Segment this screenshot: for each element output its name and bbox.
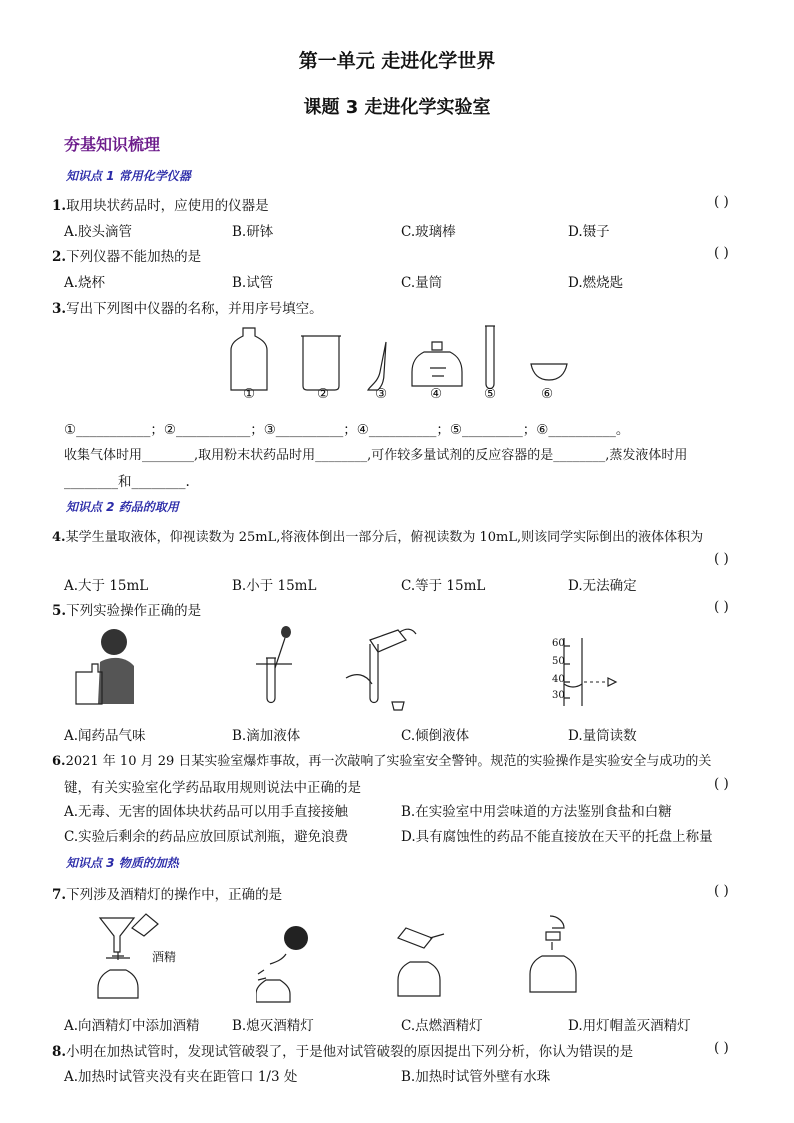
question-stem: 小明在加热试管时，发现试管破裂了，于是他对试管破裂的原因提出下列分析，你认为错误的是 bbox=[66, 1044, 634, 1060]
blow-out-figure bbox=[256, 914, 326, 1004]
test-tube-icon bbox=[485, 326, 495, 389]
tick-label-30: 30 bbox=[552, 690, 565, 701]
question-3 bbox=[52, 297, 323, 317]
answer-paren[interactable]: ( ) bbox=[714, 194, 729, 210]
question-stem: 2021 年 10 月 29 日某实验室爆炸事故，再一次敲响了实验室安全警钟。规范的实验操作是实验安全与成功的关 bbox=[65, 754, 712, 769]
evaporating-dish-icon bbox=[531, 364, 567, 380]
option-b[interactable]: B.熄灭酒精灯 bbox=[232, 1018, 314, 1034]
figure-label-3: ③ bbox=[375, 386, 388, 402]
lesson-title: 课题 3 走进化学实验室 bbox=[303, 97, 491, 118]
option-a[interactable]: A.闻药品气味 bbox=[64, 728, 146, 744]
answer-paren[interactable]: ( ) bbox=[714, 599, 729, 615]
question-stem-2: 键，有关实验室化学药品取用规则说法中正确的是 bbox=[64, 780, 361, 796]
question-stem: 下列仪器不能加热的是 bbox=[66, 249, 202, 265]
option-b[interactable]: B.研钵 bbox=[232, 224, 274, 240]
question-number: 5. bbox=[52, 603, 67, 619]
question-number: 4. bbox=[52, 530, 66, 545]
option-d[interactable]: D.用灯帽盖灭酒精灯 bbox=[568, 1018, 691, 1034]
question-number: 3. bbox=[52, 301, 67, 317]
option-b[interactable]: B.在实验室中用尝味道的方法鉴别食盐和白糖 bbox=[401, 804, 672, 820]
option-c[interactable]: C.实验后剩余的药品应放回原试剂瓶，避免浪费 bbox=[64, 829, 349, 845]
pour-figure bbox=[340, 622, 420, 712]
option-b[interactable]: B.滴加液体 bbox=[232, 728, 301, 744]
answer-paren[interactable]: ( ) bbox=[714, 551, 729, 567]
answer-paren[interactable]: ( ) bbox=[714, 883, 729, 899]
alcohol-label: 酒精 bbox=[152, 950, 177, 964]
beaker-icon bbox=[301, 336, 341, 390]
question-stem: 某学生量取液体，仰视读数为 25mL,将液体倒出一部分后，俯视读数为 10mL,则该同学实际倒出的液体体积为 bbox=[65, 530, 704, 545]
cap-lamp-figure bbox=[520, 912, 590, 1004]
question-number: 7. bbox=[52, 887, 67, 903]
question-number: 2. bbox=[52, 249, 67, 265]
question-7 bbox=[52, 883, 282, 903]
option-d[interactable]: D.具有腐蚀性的药品不能直接放在天平的托盘上称量 bbox=[401, 829, 713, 845]
tick-label-50: 50 bbox=[552, 656, 565, 667]
option-a[interactable]: A.大于 15mL bbox=[64, 578, 149, 594]
unit-title: 第一单元 走进化学世界 bbox=[298, 50, 496, 72]
tick-label-40: 40 bbox=[552, 674, 565, 685]
question-8 bbox=[52, 1040, 633, 1060]
figure-label-2: ② bbox=[317, 386, 330, 402]
spoon-icon bbox=[368, 342, 386, 390]
option-b[interactable]: B.试管 bbox=[232, 275, 274, 291]
option-c[interactable]: C.点燃酒精灯 bbox=[401, 1018, 483, 1034]
option-c[interactable]: C.等于 15mL bbox=[401, 578, 486, 594]
question-number: 8. bbox=[52, 1044, 67, 1060]
figure-label-5: ⑤ bbox=[484, 386, 497, 402]
option-a[interactable]: A.向酒精灯中添加酒精 bbox=[64, 1018, 200, 1034]
smell-figure bbox=[70, 622, 140, 706]
light-lamp-figure bbox=[390, 922, 460, 1004]
question-6 bbox=[52, 750, 711, 769]
question-stem: 取用块状药品时，应使用的仪器是 bbox=[66, 198, 269, 214]
option-c[interactable]: C.倾倒液体 bbox=[401, 728, 470, 744]
section-title: 夯基知识梳理 bbox=[64, 135, 161, 154]
knowledge-point-1: 知识点 1 常用化学仪器 bbox=[66, 169, 191, 183]
option-a[interactable]: A.烧杯 bbox=[64, 275, 106, 291]
tick-label-60: 60 bbox=[552, 638, 565, 649]
question-1 bbox=[52, 194, 269, 214]
option-c[interactable]: C.量筒 bbox=[401, 275, 443, 291]
option-a[interactable]: A.无毒、无害的固体块状药品可以用手直接接触 bbox=[64, 804, 349, 820]
option-b[interactable]: B.加热时试管外壁有水珠 bbox=[401, 1069, 551, 1085]
answer-paren[interactable]: ( ) bbox=[714, 245, 729, 261]
question-number: 1. bbox=[52, 198, 67, 214]
question-5 bbox=[52, 599, 201, 619]
question-2 bbox=[52, 245, 201, 265]
option-d[interactable]: D.量筒读数 bbox=[568, 728, 637, 744]
option-a[interactable]: A.胶头滴管 bbox=[64, 224, 133, 240]
fill-line-2[interactable]: ________和________. bbox=[64, 474, 190, 490]
question-number: 6. bbox=[52, 754, 66, 769]
question-stem: 写出下列图中仪器的名称，并用序号填空。 bbox=[66, 301, 323, 317]
answer-paren[interactable]: ( ) bbox=[714, 776, 729, 792]
option-d[interactable]: D.无法确定 bbox=[568, 578, 637, 594]
figure-label-4: ④ bbox=[430, 386, 443, 402]
question-stem: 下列实验操作正确的是 bbox=[66, 603, 202, 619]
option-a[interactable]: A.加热时试管夹没有夹在距管口 1/3 处 bbox=[64, 1069, 298, 1085]
instrument-figure bbox=[226, 322, 586, 406]
option-c[interactable]: C.玻璃棒 bbox=[401, 224, 456, 240]
gas-bottle-icon bbox=[231, 328, 267, 390]
alcohol-lamp-icon bbox=[412, 342, 462, 386]
dropper-figure bbox=[250, 624, 300, 708]
knowledge-point-3: 知识点 3 物质的加热 bbox=[66, 856, 179, 870]
answer-paren[interactable]: ( ) bbox=[714, 1040, 729, 1056]
knowledge-point-2: 知识点 2 药品的取用 bbox=[66, 500, 179, 514]
option-b[interactable]: B.小于 15mL bbox=[232, 578, 317, 594]
option-d[interactable]: D.燃烧匙 bbox=[568, 275, 624, 291]
figure-label-6: ⑥ bbox=[541, 386, 554, 402]
fill-line-1[interactable]: 收集气体时用________,取用粉末状药品时用________,可作较多量试剂的反应容器的是________,蒸发液体时用 bbox=[64, 448, 688, 463]
question-4 bbox=[52, 526, 703, 545]
question-stem: 下列涉及酒精灯的操作中，正确的是 bbox=[66, 887, 283, 903]
blank-line[interactable]: ①___________；②___________；③__________；④__________；⑤_________；⑥__________。 bbox=[64, 422, 630, 438]
figure-label-1: ① bbox=[243, 386, 256, 402]
option-d[interactable]: D.镊子 bbox=[568, 224, 610, 240]
